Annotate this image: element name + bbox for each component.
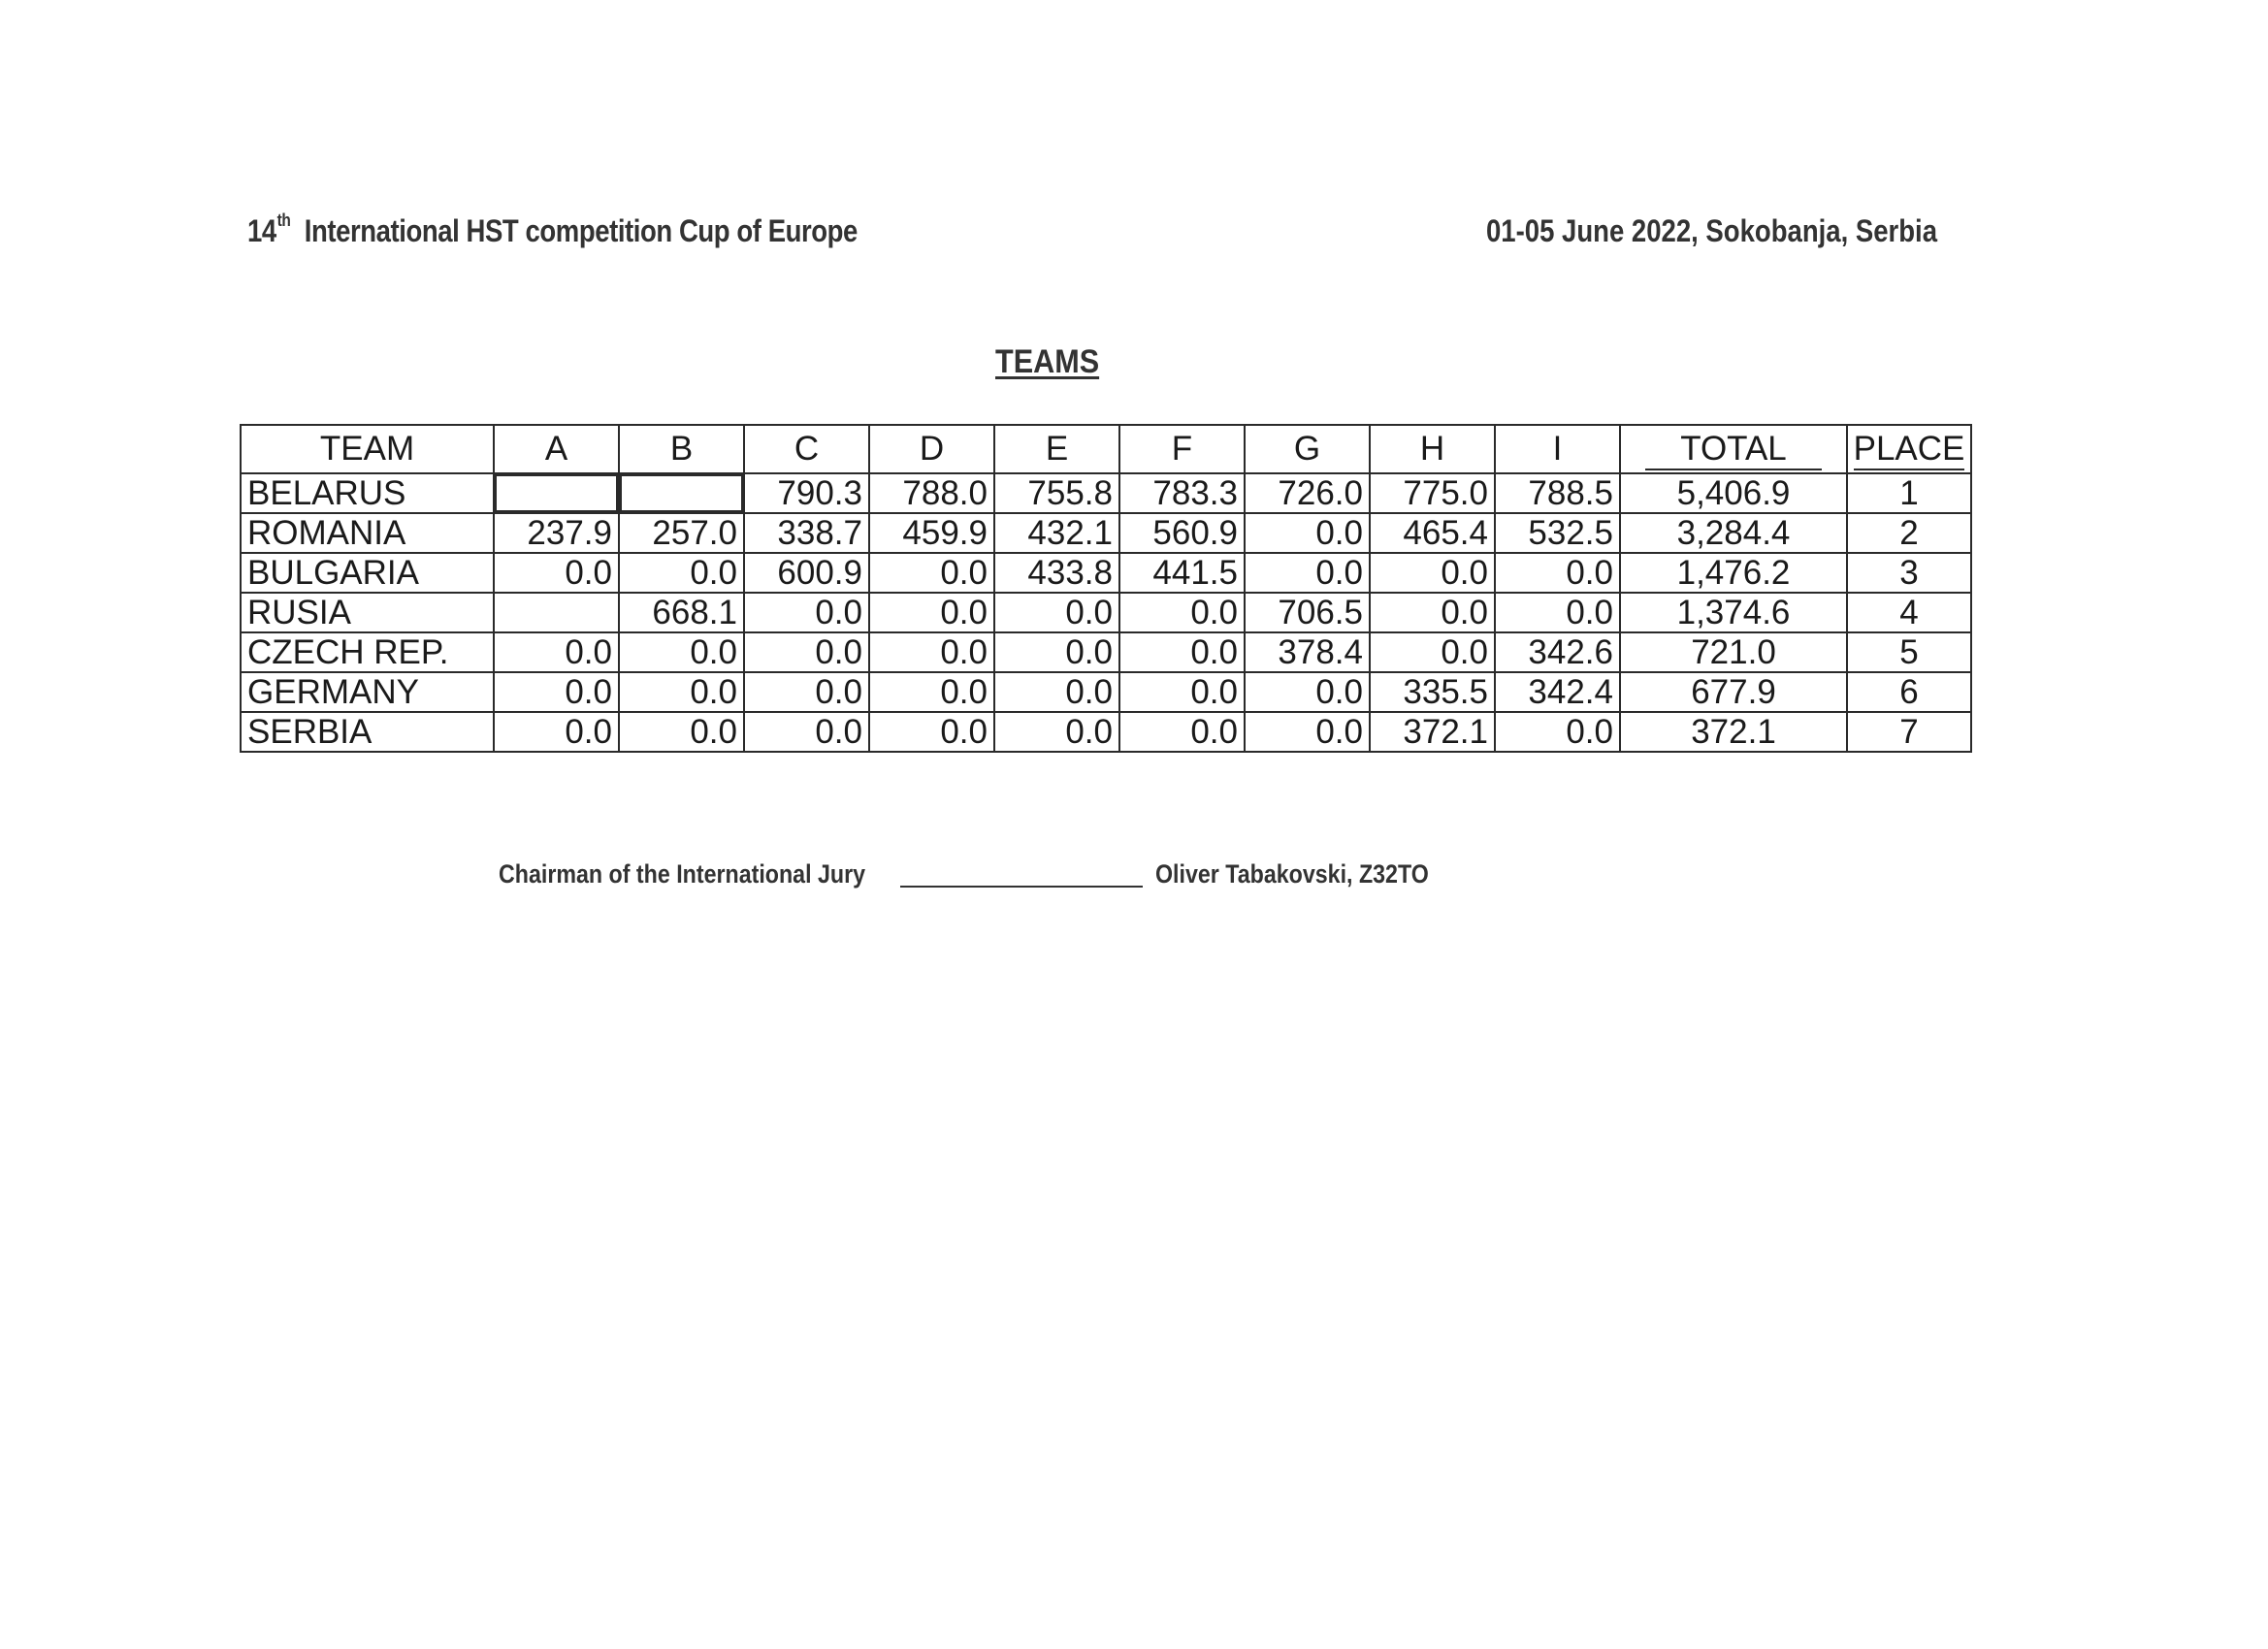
score-cell: 0.0	[994, 593, 1119, 632]
score-cell: 0.0	[1495, 712, 1620, 752]
column-header-b: B	[619, 425, 744, 473]
score-cell: 335.5	[1370, 672, 1495, 712]
column-header-e: E	[994, 425, 1119, 473]
place-cell: 7	[1847, 712, 1971, 752]
score-cell: 0.0	[994, 632, 1119, 672]
team-name-cell: CZECH REP.	[241, 632, 494, 672]
section-title: TEAMS	[995, 343, 1100, 380]
score-cell: 0.0	[619, 672, 744, 712]
total-cell: 721.0	[1620, 632, 1847, 672]
column-header-place	[1847, 425, 1971, 473]
total-cell: 1,374.6	[1620, 593, 1847, 632]
score-cell: 0.0	[619, 632, 744, 672]
score-cell: 0.0	[619, 553, 744, 593]
score-cell: 0.0	[494, 553, 619, 593]
place-cell: 5	[1847, 632, 1971, 672]
place-cell: 1	[1847, 473, 1971, 513]
score-cell: 532.5	[1495, 513, 1620, 553]
table-row	[241, 473, 1971, 513]
score-cell: 0.0	[1495, 593, 1620, 632]
competition-title	[247, 210, 858, 249]
score-cell: 0.0	[494, 712, 619, 752]
score-cell: 257.0	[619, 513, 744, 553]
date-location	[1486, 213, 1976, 249]
column-header-a: A	[494, 425, 619, 473]
edition-number: 14	[247, 213, 276, 248]
score-cell	[619, 473, 744, 513]
score-cell: 0.0	[494, 672, 619, 712]
place-cell: 4	[1847, 593, 1971, 632]
score-cell: 0.0	[744, 632, 869, 672]
score-cell: 0.0	[1119, 712, 1245, 752]
column-header-i: I	[1495, 425, 1620, 473]
score-cell: 441.5	[1119, 553, 1245, 593]
score-cell: 0.0	[619, 712, 744, 752]
column-header-team: TEAM	[241, 425, 494, 473]
signature-line	[900, 886, 1143, 888]
table-row	[241, 632, 1971, 672]
score-cell: 600.9	[744, 553, 869, 593]
teams-results-table	[240, 424, 1972, 753]
score-cell: 788.0	[869, 473, 994, 513]
score-cell: 0.0	[744, 593, 869, 632]
edition-suffix: th	[276, 210, 291, 231]
score-cell	[494, 473, 619, 513]
place-cell: 6	[1847, 672, 1971, 712]
score-cell: 0.0	[994, 712, 1119, 752]
score-cell: 0.0	[1245, 553, 1370, 593]
total-cell: 1,476.2	[1620, 553, 1847, 593]
team-name-cell: RUSIA	[241, 593, 494, 632]
score-cell: 0.0	[1370, 553, 1495, 593]
column-header-place-label: PLACE	[1854, 430, 1965, 470]
table-row	[241, 513, 1971, 553]
date-location-text: 01-05 June 2022, Sokobanja, Serbia	[1486, 213, 1938, 248]
jury-chairman-name: Oliver Tabakovski, Z32TO	[1155, 859, 1429, 889]
score-cell: 560.9	[1119, 513, 1245, 553]
score-cell: 0.0	[869, 632, 994, 672]
score-cell: 237.9	[494, 513, 619, 553]
score-cell: 0.0	[1119, 593, 1245, 632]
score-cell: 0.0	[1119, 672, 1245, 712]
total-cell: 3,284.4	[1620, 513, 1847, 553]
total-cell: 677.9	[1620, 672, 1847, 712]
score-cell: 378.4	[1245, 632, 1370, 672]
total-cell: 372.1	[1620, 712, 1847, 752]
score-cell: 0.0	[869, 672, 994, 712]
score-cell: 459.9	[869, 513, 994, 553]
score-cell	[494, 593, 619, 632]
score-cell: 0.0	[1245, 712, 1370, 752]
score-cell: 668.1	[619, 593, 744, 632]
score-cell: 0.0	[744, 672, 869, 712]
score-cell: 0.0	[869, 712, 994, 752]
score-cell: 342.6	[1495, 632, 1620, 672]
score-cell: 706.5	[1245, 593, 1370, 632]
score-cell: 788.5	[1495, 473, 1620, 513]
score-cell: 0.0	[494, 632, 619, 672]
score-cell: 0.0	[744, 712, 869, 752]
column-header-c: C	[744, 425, 869, 473]
score-cell: 0.0	[869, 593, 994, 632]
total-cell: 5,406.9	[1620, 473, 1847, 513]
score-cell: 432.1	[994, 513, 1119, 553]
table-row	[241, 593, 1971, 632]
team-name-cell: BULGARIA	[241, 553, 494, 593]
score-cell: 0.0	[1495, 553, 1620, 593]
score-cell: 790.3	[744, 473, 869, 513]
place-cell: 2	[1847, 513, 1971, 553]
score-cell: 726.0	[1245, 473, 1370, 513]
score-cell: 342.4	[1495, 672, 1620, 712]
team-name-cell: BELARUS	[241, 473, 494, 513]
table-header-row	[241, 425, 1971, 473]
column-header-total-label: TOTAL	[1645, 430, 1822, 470]
score-cell: 783.3	[1119, 473, 1245, 513]
score-cell: 775.0	[1370, 473, 1495, 513]
score-cell: 755.8	[994, 473, 1119, 513]
competition-name: International HST competition Cup of Europe	[304, 213, 858, 248]
team-name-cell: GERMANY	[241, 672, 494, 712]
jury-chairman-label: Chairman of the International Jury	[499, 859, 866, 889]
score-cell: 0.0	[1245, 672, 1370, 712]
score-cell: 0.0	[1245, 513, 1370, 553]
place-cell: 3	[1847, 553, 1971, 593]
score-cell: 372.1	[1370, 712, 1495, 752]
score-cell: 0.0	[1370, 593, 1495, 632]
column-header-d: D	[869, 425, 994, 473]
score-cell: 433.8	[994, 553, 1119, 593]
score-cell: 465.4	[1370, 513, 1495, 553]
column-header-g: G	[1245, 425, 1370, 473]
table-row	[241, 672, 1971, 712]
score-cell: 0.0	[869, 553, 994, 593]
table-row	[241, 553, 1971, 593]
column-header-h: H	[1370, 425, 1495, 473]
column-header-f: F	[1119, 425, 1245, 473]
score-cell: 0.0	[994, 672, 1119, 712]
team-name-cell: ROMANIA	[241, 513, 494, 553]
score-cell: 338.7	[744, 513, 869, 553]
team-name-cell: SERBIA	[241, 712, 494, 752]
score-cell: 0.0	[1119, 632, 1245, 672]
table-row	[241, 712, 1971, 752]
score-cell: 0.0	[1370, 632, 1495, 672]
column-header-total	[1620, 425, 1847, 473]
